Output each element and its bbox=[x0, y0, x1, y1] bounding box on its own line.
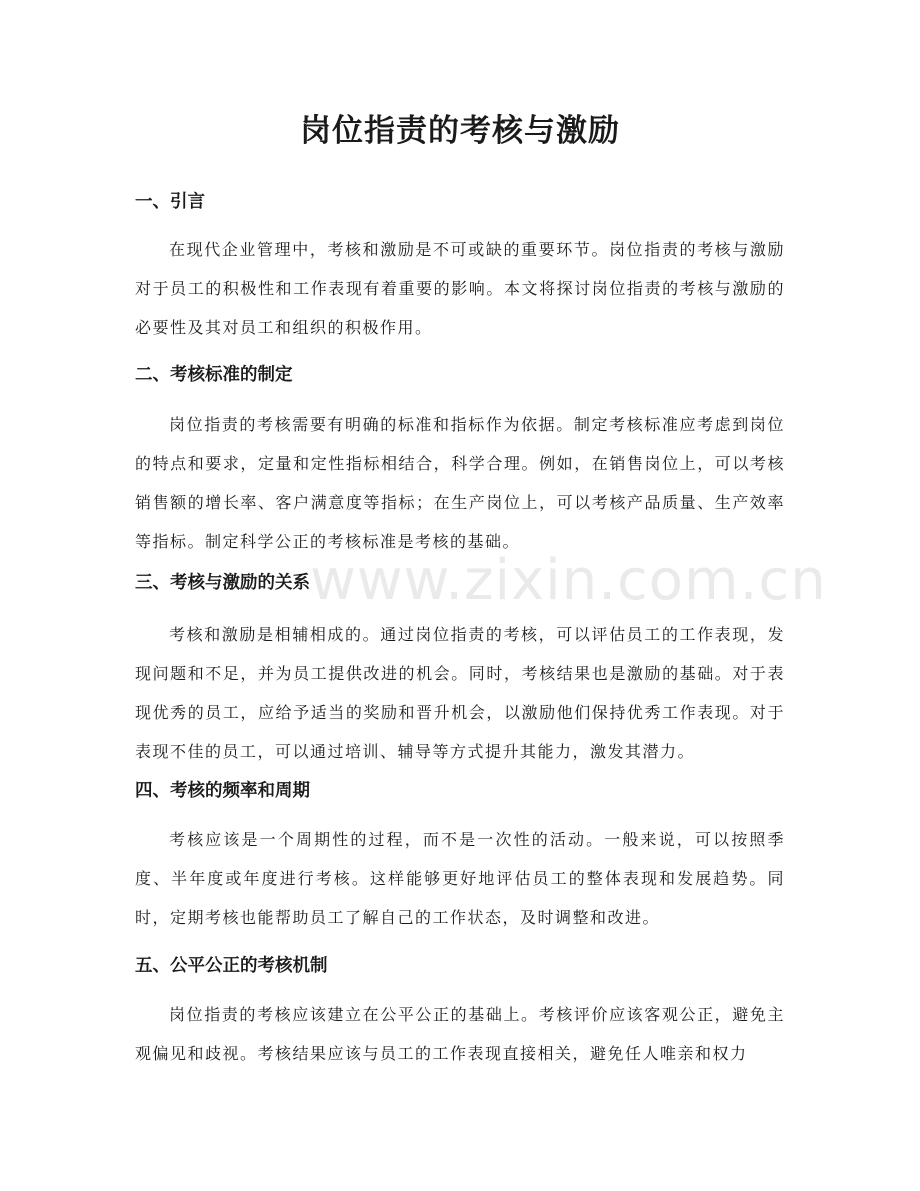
section-paragraph-relation: 考核和激励是相辅相成的。通过岗位指责的考核，可以评估员工的工作表现，发现问题和不足，并为员工提供改进的机会。同时，考核结果也是激励的基础。对于表现优秀的员工，应给予适当的奖励和晋升机会，以激励他们保持优秀工作表现。对于表现不佳的员工，可以通过培训、辅导等方式提升其能力，激发其潜力。 bbox=[135, 625, 785, 761]
section-paragraph-intro: 在现代企业管理中，考核和激励是不可或缺的重要环节。岗位指责的考核与激励对于员工的积极性和工作表现有着重要的影响。本文将探讨岗位指责的考核与激励的必要性及其对员工和组织的积极作用。 bbox=[135, 240, 785, 337]
section-heading-intro: 一、引言 bbox=[135, 192, 205, 212]
section-paragraph-fairness: 岗位指责的考核应该建立在公平公正的基础上。考核评价应该客观公正，避免主观偏见和歧视。考核结果应该与员工的工作表现直接相关，避免任人唯亲和权力 bbox=[135, 1005, 785, 1063]
section-heading-relation: 三、考核与激励的关系 bbox=[135, 573, 310, 593]
section-heading-standards: 二、考核标准的制定 bbox=[135, 365, 293, 385]
page-title: 岗位指责的考核与激励 bbox=[300, 113, 620, 149]
section-paragraph-standards: 岗位指责的考核需要有明确的标准和指标作为依据。制定考核标准应考虑到岗位的特点和要求，定量和定性指标相结合，科学合理。例如，在销售岗位上，可以考核销售额的增长率、客户满意度等指标；在生产岗位上，可以考核产品质量、生产效率等指标。制定科学公正的考核标准是考核的基础。 bbox=[135, 415, 785, 551]
section-heading-fairness: 五、公平公正的考核机制 bbox=[135, 956, 328, 976]
watermark: www.zixin.com.cn bbox=[310, 548, 827, 613]
section-heading-frequency: 四、考核的频率和周期 bbox=[135, 781, 310, 801]
section-paragraph-frequency: 考核应该是一个周期性的过程，而不是一次性的活动。一般来说，可以按照季度、半年度或年度进行考核。这样能够更好地评估员工的整体表现和发展趋势。同时，定期考核也能帮助员工了解自己的工作状态，及时调整和改进。 bbox=[135, 830, 785, 927]
